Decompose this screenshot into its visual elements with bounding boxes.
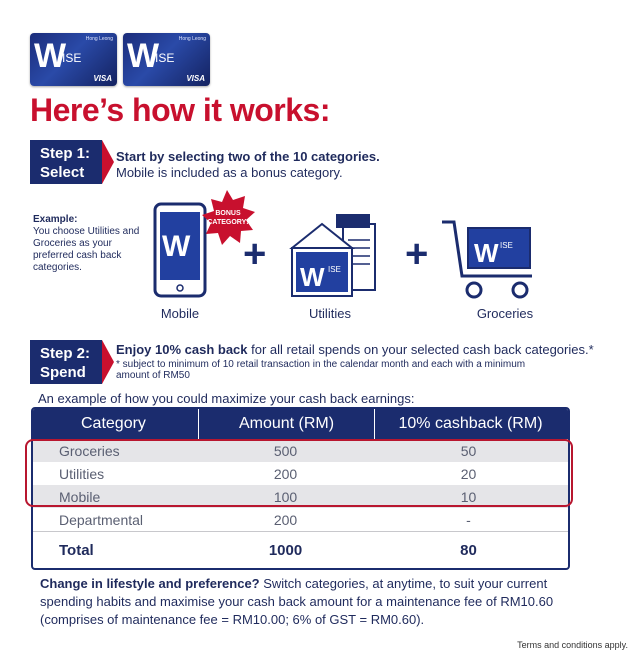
header-amount: Amount (RM)	[198, 409, 374, 439]
selected-categories-highlight	[25, 439, 573, 507]
mobile-caption: Mobile	[160, 306, 200, 321]
bank-logo: Hong Leong	[178, 36, 206, 42]
wise-card-2	[123, 33, 210, 86]
step2-headline	[116, 342, 626, 357]
footer-bold: Change in lifestyle and preference?	[40, 576, 260, 591]
row-cashback: 50	[460, 442, 477, 459]
row-cashback: 10	[460, 488, 477, 505]
groceries-caption: Groceries	[476, 306, 534, 321]
step2-badge	[30, 340, 102, 384]
svg-text:W: W	[474, 238, 499, 268]
table-row	[33, 508, 568, 531]
row-category: Groceries	[59, 442, 120, 459]
card-logo: W	[34, 37, 64, 75]
page-title: Here’s how it works:	[30, 92, 330, 128]
card-logo-suffix: ISE	[62, 51, 82, 65]
step2-badge-line1: Step 2:	[40, 345, 91, 362]
row-category: Departmental	[59, 511, 144, 528]
table-total-row	[33, 531, 568, 568]
plus-icon: +	[405, 232, 429, 276]
card-logo-suffix: ISE	[155, 51, 175, 65]
example-block	[33, 214, 143, 274]
step2-footnote: * subject to minimum of 10 retail transaction in the calendar month and each with a minimum amount of RM50	[116, 359, 526, 381]
visa-logo: VISA	[186, 74, 205, 83]
step2-headline-rest: for all retail spends on your selected cash back categories.*	[247, 342, 594, 357]
total-amount: 1000	[268, 541, 303, 559]
svg-text:CATEGORY!: CATEGORY!	[207, 219, 249, 226]
row-amount: 200	[273, 511, 298, 528]
row-cashback: -	[466, 511, 471, 528]
table-header	[33, 409, 568, 439]
step2-badge-line2: Spend	[40, 364, 86, 381]
terms-note: Terms and conditions apply.	[517, 640, 628, 650]
step1-subline: Mobile is included as a bonus category.	[116, 165, 343, 180]
footer-note	[40, 575, 600, 629]
wise-card-1	[30, 33, 117, 86]
row-amount: 100	[273, 488, 298, 505]
plus-icon: +	[243, 232, 267, 276]
svg-text:W: W	[300, 262, 325, 292]
total-label: Total	[59, 541, 94, 559]
step1-badge	[30, 140, 102, 184]
header-cashback: 10% cashback (RM)	[374, 409, 566, 439]
example-text: You choose Utilities and Groceries as your preferred cash back categories.	[33, 226, 140, 273]
bank-logo: Hong Leong	[85, 36, 113, 42]
step1-badge-line1: Step 1:	[40, 145, 91, 162]
table-intro: An example of how you could maximize your cash back earnings:	[38, 391, 415, 406]
card-logo: W	[127, 37, 157, 75]
row-amount: 200	[273, 465, 298, 482]
step1-badge-line2: Select	[40, 164, 85, 181]
row-category: Utilities	[59, 465, 105, 482]
row-cashback: 20	[460, 465, 477, 482]
row-amount: 500	[273, 442, 298, 459]
svg-text:BONUS: BONUS	[215, 210, 241, 217]
footer-rest: Switch categories, at anytime, to suit your current spending habits and maximise your cash back amount for a maintenance fee of RM10.60 (comprises of maintenance fee = RM10.00; 6% of GST = RM0.60).	[40, 576, 554, 627]
step1-headline: Start by selecting two of the 10 categories.	[116, 149, 380, 164]
example-label: Example:	[33, 214, 78, 225]
water-tap-icon	[336, 214, 370, 228]
step2-headline-bold: Enjoy 10% cash back	[116, 342, 248, 357]
row-category: Mobile	[59, 488, 101, 505]
utilities-caption: Utilities	[309, 306, 351, 321]
groceries-illustration	[440, 218, 540, 304]
visa-logo: VISA	[93, 74, 112, 83]
svg-text:ISE: ISE	[500, 241, 513, 250]
utilities-illustration	[288, 210, 388, 302]
svg-text:W: W	[162, 230, 191, 263]
header-category: Category	[81, 415, 146, 432]
total-cashback: 80	[460, 541, 477, 559]
svg-text:ISE: ISE	[328, 265, 341, 274]
